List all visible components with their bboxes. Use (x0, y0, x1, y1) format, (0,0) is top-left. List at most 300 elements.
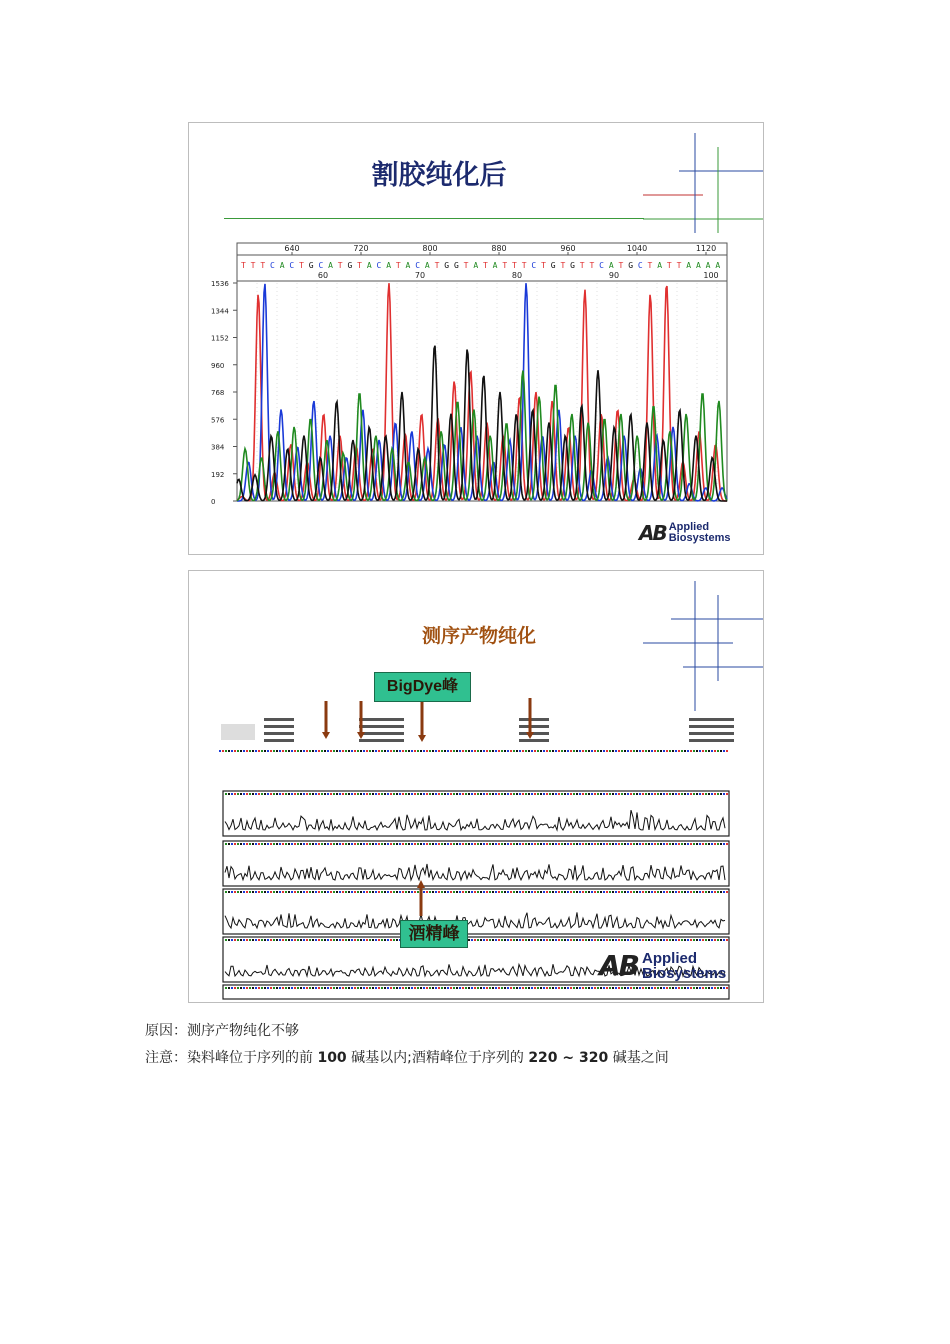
abi-prism-logo (221, 724, 255, 740)
base-tick (651, 750, 653, 752)
base-tick (336, 750, 338, 752)
y-tick-label: 960 (211, 361, 225, 370)
base-tick (693, 750, 695, 752)
base-tick (297, 843, 299, 845)
base-call: A (608, 261, 614, 270)
base-tick (333, 793, 335, 795)
base-tick (717, 843, 719, 845)
base-tick (615, 891, 617, 893)
base-tick (249, 891, 251, 893)
base-tick (630, 891, 632, 893)
base-tick (696, 843, 698, 845)
base-tick (399, 987, 401, 989)
base-tick (534, 750, 536, 752)
base-tick (267, 987, 269, 989)
base-tick (279, 939, 281, 941)
base-tick (510, 939, 512, 941)
base-tick (438, 891, 440, 893)
base-tick (246, 793, 248, 795)
base-tick (708, 939, 710, 941)
base-tick (723, 843, 725, 845)
base-tick (699, 843, 701, 845)
cause-caption: 原因：测序产物纯化不够 (145, 1023, 299, 1039)
base-tick (375, 891, 377, 893)
base-tick (558, 843, 560, 845)
base-tick (588, 793, 590, 795)
base-tick (309, 939, 311, 941)
base-tick (378, 939, 380, 941)
base-tick (633, 793, 635, 795)
base-tick (555, 939, 557, 941)
base-tick (606, 843, 608, 845)
base-tick (684, 750, 686, 752)
base-tick (462, 891, 464, 893)
base-tick (699, 987, 701, 989)
base-tick (315, 843, 317, 845)
base-tick (258, 939, 260, 941)
base-tick (723, 987, 725, 989)
base-tick (318, 793, 320, 795)
base-tick (714, 987, 716, 989)
base-tick (444, 793, 446, 795)
base-tick (681, 750, 683, 752)
base-call: A (473, 261, 479, 270)
base-tick (615, 793, 617, 795)
base-tick (327, 939, 329, 941)
base-tick (438, 750, 440, 752)
base-tick (618, 843, 620, 845)
base-tick (471, 987, 473, 989)
base-tick (630, 987, 632, 989)
base-tick (495, 987, 497, 989)
alcohol-peak-label: 酒精峰 (400, 920, 468, 948)
top-scale-label: 800 (422, 244, 438, 253)
base-tick (375, 793, 377, 795)
base-tick (510, 891, 512, 893)
base-call: A (424, 261, 430, 270)
base-tick (594, 843, 596, 845)
base-tick (672, 939, 674, 941)
base-tick (279, 793, 281, 795)
base-tick (369, 891, 371, 893)
base-tick (624, 987, 626, 989)
base-tick (561, 793, 563, 795)
base-tick (345, 750, 347, 752)
base-tick (576, 891, 578, 893)
base-tick (573, 939, 575, 941)
base-tick (321, 891, 323, 893)
base-tick (558, 987, 560, 989)
base-tick (372, 891, 374, 893)
base-tick (438, 793, 440, 795)
base-tick (450, 793, 452, 795)
base-tick (681, 843, 683, 845)
base-tick (411, 843, 413, 845)
base-tick (639, 793, 641, 795)
base-tick (543, 939, 545, 941)
base-tick (705, 843, 707, 845)
y-tick-label: 1536 (211, 280, 229, 288)
base-tick (654, 750, 656, 752)
base-tick (363, 987, 365, 989)
y-tick-label: 1344 (211, 307, 229, 316)
base-tick (687, 843, 689, 845)
base-tick (681, 793, 683, 795)
base-call: G (550, 261, 556, 270)
base-tick (480, 891, 482, 893)
base-tick (663, 843, 665, 845)
base-tick (639, 939, 641, 941)
base-tick (573, 891, 575, 893)
base-tick (537, 843, 539, 845)
base-tick (300, 793, 302, 795)
note-bases-range: 220 ~ 320 (528, 1050, 609, 1066)
base-tick (711, 793, 713, 795)
base-tick (459, 843, 461, 845)
base-tick (564, 750, 566, 752)
base-tick (717, 750, 719, 752)
base-tick (486, 750, 488, 752)
base-tick (294, 939, 296, 941)
base-tick (579, 939, 581, 941)
base-tick (639, 843, 641, 845)
base-tick (330, 843, 332, 845)
base-tick (591, 750, 593, 752)
base-tick (612, 891, 614, 893)
base-tick (657, 843, 659, 845)
base-tick (366, 843, 368, 845)
base-tick (606, 939, 608, 941)
base-tick (582, 987, 584, 989)
base-tick (642, 891, 644, 893)
base-tick (522, 987, 524, 989)
base-tick (576, 793, 578, 795)
base-tick (474, 843, 476, 845)
slide-title: 测序产物纯化 (421, 625, 536, 647)
base-tick (246, 939, 248, 941)
base-tick (288, 891, 290, 893)
base-tick (456, 843, 458, 845)
base-tick (300, 891, 302, 893)
base-tick (687, 750, 689, 752)
base-tick (627, 750, 629, 752)
base-tick (408, 987, 410, 989)
base-tick (348, 793, 350, 795)
base-tick (435, 750, 437, 752)
base-tick (678, 987, 680, 989)
base-tick (312, 939, 314, 941)
base-call: C (318, 261, 324, 270)
base-tick (333, 750, 335, 752)
base-tick (570, 987, 572, 989)
base-tick (717, 793, 719, 795)
base-tick (240, 793, 242, 795)
base-tick (393, 843, 395, 845)
base-tick (303, 750, 305, 752)
base-tick (561, 987, 563, 989)
base-tick (501, 793, 503, 795)
base-tick (501, 939, 503, 941)
base-tick (366, 793, 368, 795)
base-tick (681, 987, 683, 989)
base-tick (516, 939, 518, 941)
base-tick (471, 891, 473, 893)
base-tick (339, 987, 341, 989)
base-call: G (628, 261, 634, 270)
base-tick (720, 987, 722, 989)
base-tick (552, 939, 554, 941)
base-tick (654, 793, 656, 795)
base-tick (240, 750, 242, 752)
base-tick (405, 793, 407, 795)
base-tick (228, 939, 230, 941)
base-tick (534, 793, 536, 795)
base-tick (405, 891, 407, 893)
base-tick (693, 891, 695, 893)
base-tick (285, 750, 287, 752)
base-tick (519, 750, 521, 752)
base-tick (561, 891, 563, 893)
base-tick (357, 843, 359, 845)
base-tick (621, 891, 623, 893)
base-tick (225, 987, 227, 989)
base-tick (297, 891, 299, 893)
base-tick (645, 891, 647, 893)
base-tick (513, 987, 515, 989)
base-tick (624, 843, 626, 845)
base-tick (381, 939, 383, 941)
base-tick (378, 891, 380, 893)
base-tick (537, 939, 539, 941)
base-tick (561, 843, 563, 845)
base-tick (573, 750, 575, 752)
base-tick (363, 843, 365, 845)
base-tick (693, 987, 695, 989)
base-tick (690, 891, 692, 893)
base-tick (285, 987, 287, 989)
base-tick (672, 750, 674, 752)
base-tick (273, 750, 275, 752)
base-tick (462, 843, 464, 845)
base-tick (492, 750, 494, 752)
base-tick (369, 939, 371, 941)
base-tick (237, 939, 239, 941)
base-tick (642, 750, 644, 752)
base-tick (660, 793, 662, 795)
base-tick (369, 843, 371, 845)
base-tick (726, 793, 728, 795)
base-tick (504, 987, 506, 989)
base-tick (426, 891, 428, 893)
base-tick (273, 987, 275, 989)
note-prefix: 注意：染料峰位于序列的前 (145, 1050, 318, 1066)
base-tick (726, 843, 728, 845)
base-tick (441, 793, 443, 795)
base-tick (618, 939, 620, 941)
base-tick (318, 987, 320, 989)
base-tick (285, 939, 287, 941)
base-call: T (560, 261, 566, 270)
base-tick (354, 987, 356, 989)
base-tick (579, 987, 581, 989)
base-tick (513, 939, 515, 941)
base-tick (225, 939, 227, 941)
base-tick (690, 939, 692, 941)
base-tick (528, 843, 530, 845)
base-tick (402, 843, 404, 845)
base-tick (651, 939, 653, 941)
base-tick (597, 793, 599, 795)
base-call: T (241, 261, 246, 270)
base-tick (255, 843, 257, 845)
base-tick (354, 750, 356, 752)
base-tick (630, 843, 632, 845)
base-tick (246, 750, 248, 752)
base-tick (267, 843, 269, 845)
base-tick (576, 843, 578, 845)
base-tick (447, 843, 449, 845)
base-tick (621, 843, 623, 845)
base-tick (474, 987, 476, 989)
header-text-block (359, 725, 404, 728)
base-tick (618, 987, 620, 989)
trace-signal (225, 912, 725, 928)
base-tick (474, 750, 476, 752)
base-tick (540, 843, 542, 845)
base-tick (420, 987, 422, 989)
base-tick (594, 793, 596, 795)
base-tick (630, 750, 632, 752)
base-tick (531, 939, 533, 941)
base-tick (639, 891, 641, 893)
base-tick (294, 793, 296, 795)
base-tick (657, 891, 659, 893)
base-tick (435, 793, 437, 795)
base-tick (411, 891, 413, 893)
base-tick (330, 987, 332, 989)
base-tick (321, 843, 323, 845)
base-tick (249, 750, 251, 752)
base-tick (555, 793, 557, 795)
base-tick (708, 987, 710, 989)
base-call: A (705, 261, 711, 270)
base-tick (594, 750, 596, 752)
base-tick (642, 987, 644, 989)
base-tick (708, 793, 710, 795)
base-tick (663, 793, 665, 795)
base-tick (726, 939, 728, 941)
base-tick (714, 843, 716, 845)
base-tick (237, 793, 239, 795)
base-tick (492, 987, 494, 989)
base-tick (651, 891, 653, 893)
base-tick (285, 793, 287, 795)
base-tick (456, 750, 458, 752)
base-tick (492, 843, 494, 845)
base-tick (564, 793, 566, 795)
base-tick (378, 750, 380, 752)
base-tick (609, 793, 611, 795)
base-tick (276, 891, 278, 893)
base-tick (240, 987, 242, 989)
base-tick (648, 750, 650, 752)
base-tick (234, 987, 236, 989)
base-tick (249, 793, 251, 795)
base-tick (384, 987, 386, 989)
base-tick (420, 793, 422, 795)
base-tick (657, 987, 659, 989)
base-tick (510, 843, 512, 845)
base-tick (408, 750, 410, 752)
base-tick (273, 843, 275, 845)
base-tick (543, 793, 545, 795)
base-tick (699, 793, 701, 795)
base-tick (450, 843, 452, 845)
base-tick (312, 891, 314, 893)
base-tick (225, 793, 227, 795)
base-tick (696, 750, 698, 752)
base-tick (624, 750, 626, 752)
base-tick (291, 891, 293, 893)
base-tick (513, 891, 515, 893)
logo-text-biosystems: Biosystems (668, 532, 731, 544)
base-tick (648, 793, 650, 795)
base-tick (303, 987, 305, 989)
base-tick (351, 793, 353, 795)
base-tick (543, 987, 545, 989)
base-tick (681, 891, 683, 893)
base-tick (525, 750, 527, 752)
base-tick (576, 987, 578, 989)
base-tick (627, 891, 629, 893)
base-tick (453, 843, 455, 845)
base-tick (390, 891, 392, 893)
base-tick (261, 987, 263, 989)
base-tick (399, 891, 401, 893)
base-tick (339, 843, 341, 845)
base-tick (270, 750, 272, 752)
base-position-label: 90 (608, 271, 620, 280)
base-tick (702, 843, 704, 845)
base-tick (645, 987, 647, 989)
base-tick (477, 750, 479, 752)
base-tick (534, 939, 536, 941)
base-tick (258, 891, 260, 893)
base-tick (318, 843, 320, 845)
base-tick (591, 843, 593, 845)
base-tick (489, 939, 491, 941)
base-tick (288, 939, 290, 941)
base-tick (357, 793, 359, 795)
base-tick (303, 843, 305, 845)
base-tick (327, 891, 329, 893)
base-tick (240, 843, 242, 845)
base-tick (498, 750, 500, 752)
base-call: T (676, 261, 682, 270)
base-tick (708, 891, 710, 893)
base-call: T (502, 261, 508, 270)
base-tick (369, 793, 371, 795)
base-tick (270, 843, 272, 845)
trace-signal (225, 864, 725, 880)
base-tick (555, 891, 557, 893)
base-tick (417, 843, 419, 845)
base-call: T (337, 261, 343, 270)
base-tick (243, 987, 245, 989)
base-tick (324, 939, 326, 941)
base-tick (366, 987, 368, 989)
base-tick (699, 939, 701, 941)
